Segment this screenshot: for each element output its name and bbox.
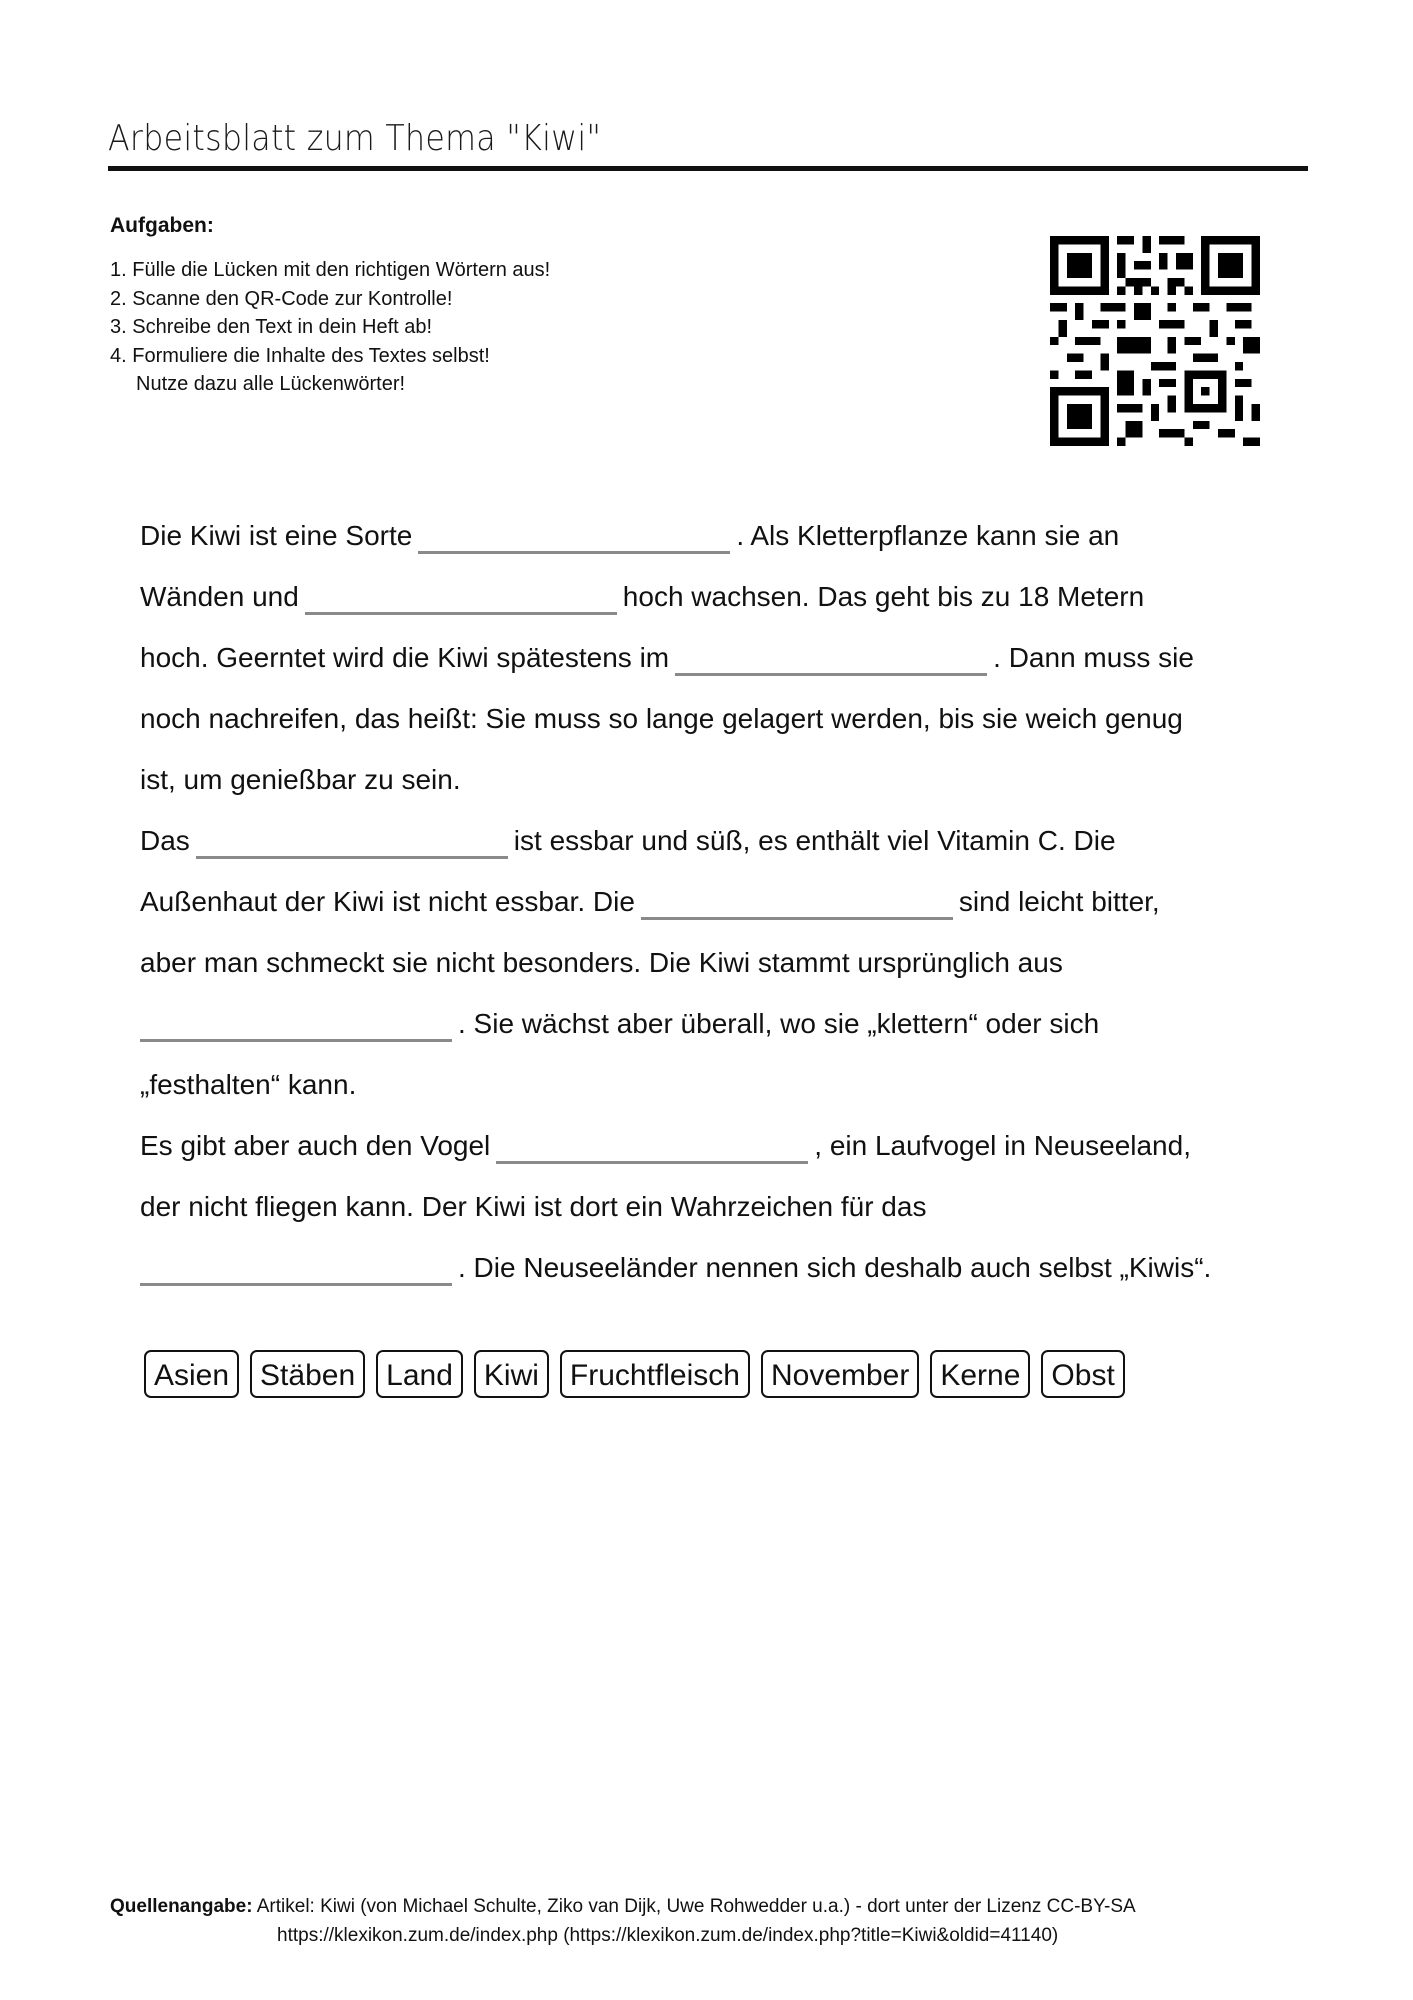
blank-field-3[interactable] xyxy=(675,643,987,676)
word-chip[interactable]: Land xyxy=(376,1350,463,1398)
text-line: der nicht fliegen kann. Der Kiwi ist dort ein Wahrzeichen für das xyxy=(140,1191,927,1222)
blank-field-2[interactable] xyxy=(305,582,617,615)
text-line: „festhalten“ kann. xyxy=(140,1069,357,1100)
task-item: 2. Scanne den QR-Code zur Kontrolle! xyxy=(110,287,453,310)
word-chip[interactable]: Obst xyxy=(1041,1350,1124,1398)
source-label: Quellenangabe: xyxy=(110,1896,253,1917)
source-citation xyxy=(110,1892,1136,1950)
text-line: Wänden und hoch wachsen. Das geht bis zu 18 Metern xyxy=(140,572,1300,633)
text-line: . Sie wächst aber überall, wo sie „klettern“ oder sich xyxy=(140,999,1300,1060)
text-line: Es gibt aber auch den Vogel , ein Laufvogel in Neuseeland, xyxy=(140,1121,1300,1182)
word-chip[interactable]: Fruchtfleisch xyxy=(560,1350,750,1398)
word-chip[interactable]: Kerne xyxy=(930,1350,1030,1398)
word-chip[interactable]: Asien xyxy=(144,1350,239,1398)
word-chip[interactable]: November xyxy=(761,1350,919,1398)
word-bank xyxy=(144,1350,1125,1398)
blank-field-1[interactable] xyxy=(418,521,730,554)
task-item: 3. Schreibe den Text in dein Heft ab! xyxy=(110,316,433,338)
text-line: hoch. Geerntet wird die Kiwi spätestens im . Dann muss sie xyxy=(140,633,1300,694)
source-url[interactable]: https://klexikon.zum.de/index.php (https://klexikon.zum.de/index.php?title=Kiwi&oldid=41140) xyxy=(277,1925,1059,1946)
tasks-list xyxy=(110,256,550,399)
word-chip[interactable]: Kiwi xyxy=(474,1350,549,1398)
task-item: 1. Fülle die Lücken mit den richtigen Wörtern aus! xyxy=(110,259,551,281)
task-item: Nutze dazu alle Lückenwörter! xyxy=(136,373,406,395)
word-chip[interactable]: Stäben xyxy=(250,1350,365,1398)
source-text: Artikel: Kiwi (von Michael Schulte, Ziko van Dijk, Uwe Rohwedder u.a.) - dort unter der Lizenz CC-BY-SA xyxy=(252,1896,1136,1917)
text-line: noch nachreifen, das heißt: Sie muss so lange gelagert werden, bis sie weich genug xyxy=(140,703,1183,734)
text-line: aber man schmeckt sie nicht besonders. Die Kiwi stammt ursprünglich aus xyxy=(140,947,1063,978)
title-underline xyxy=(108,166,1308,171)
tasks-heading: Aufgaben: xyxy=(110,214,214,237)
text-line: Außenhaut der Kiwi ist nicht essbar. Die sind leicht bitter, xyxy=(140,877,1300,938)
blank-field-5[interactable] xyxy=(641,887,953,920)
blank-field-6[interactable] xyxy=(140,1009,452,1042)
text-line: ist, um genießbar zu sein. xyxy=(140,764,461,795)
blank-field-4[interactable] xyxy=(196,826,508,859)
task-item: 4. Formuliere die Inhalte des Textes selbst! xyxy=(110,344,490,367)
source-line xyxy=(110,1892,1136,1921)
blank-field-7[interactable] xyxy=(496,1131,808,1164)
text-line: Die Kiwi ist eine Sorte . Als Kletterpflanze kann sie an xyxy=(140,511,1300,572)
qr-code-icon[interactable] xyxy=(1050,236,1260,446)
page-title: Arbeitsblatt zum Thema "Kiwi" xyxy=(108,118,602,159)
cloze-text xyxy=(140,511,1300,1304)
text-line: . Die Neuseeländer nennen sich deshalb auch selbst „Kiwis“. xyxy=(140,1243,1300,1304)
text-line: Das ist essbar und süß, es enthält viel Vitamin C. Die xyxy=(140,816,1300,877)
blank-field-8[interactable] xyxy=(140,1253,452,1286)
